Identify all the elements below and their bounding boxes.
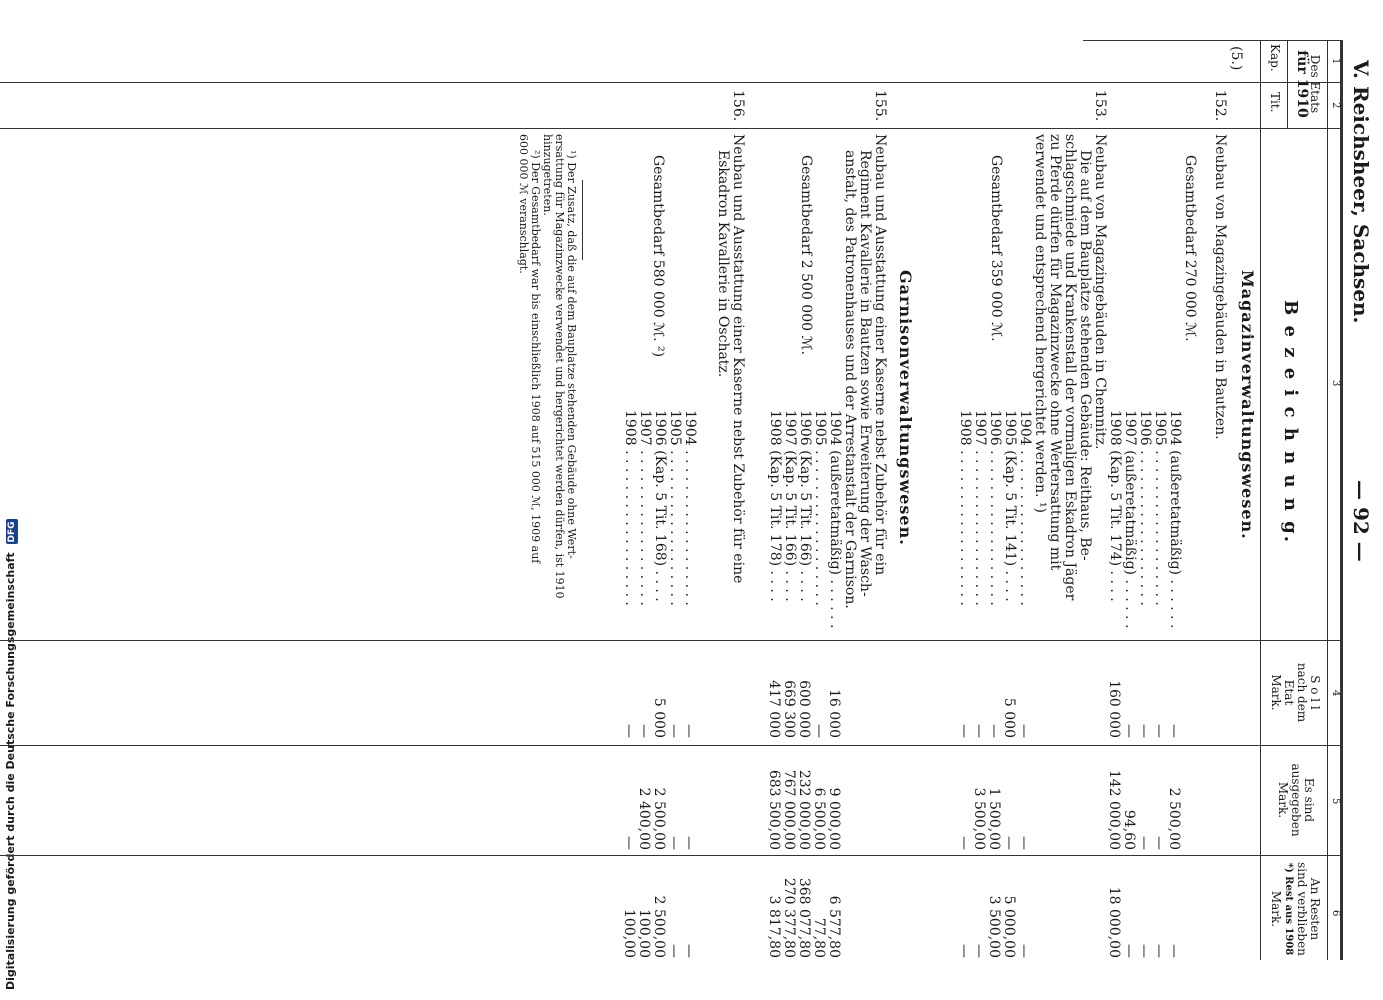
cell-aus: 142 000,00 [1106, 769, 1122, 850]
cell-rest: — [681, 944, 697, 958]
cell-rest: 5 000,00 [1001, 895, 1017, 958]
tit-153: 153. [1092, 90, 1108, 122]
year-label: 1907 (außeretatmäßig) . . . . . . [1122, 410, 1138, 629]
cell-soll: 669 300 [781, 680, 797, 738]
cell-soll: 600 000 [796, 680, 812, 738]
col-aus-rest-divider [0, 855, 1343, 856]
entry-156-line1: Neubau und Ausstattung einer Kaserne nebst Zubehör für eine [730, 134, 746, 584]
cell-soll: 5 000 [1001, 697, 1017, 738]
cell-rest: — [956, 944, 972, 958]
year-label: 1907 . . . . . . . . . . . . . . . . . . [972, 410, 988, 606]
cell-rest: — [971, 944, 987, 958]
cell-aus: — [956, 836, 972, 850]
col3-header: B e z e i c h n u n g. [1280, 300, 1301, 545]
tit-155: 155. [872, 90, 888, 122]
cell-soll: 160 000 [1106, 680, 1122, 738]
colnum-5: 5 [1330, 798, 1341, 805]
cell-rest: 6 577,80 [826, 895, 842, 958]
cell-aus: — [1151, 836, 1167, 850]
cell-rest: 368 077,80 [796, 877, 812, 958]
cell-soll: — [1136, 724, 1152, 738]
year-label: 1908 (Kap. 5 Tit. 174) . . . . [1107, 410, 1123, 602]
section-header: V. Reichsheer, Sachsen. [1349, 60, 1373, 324]
entry-156-line2: Eskadron Kavallerie in Oschatz. [715, 150, 731, 378]
year-label: 1904 . . . . . . . . . . . . . . . . . . [1017, 410, 1033, 606]
section-title-garnison: Garnisonverwaltungswesen. [896, 270, 915, 546]
year-label: 1908 . . . . . . . . . . . . . . . . . . [622, 410, 638, 606]
col5-line1: Es sind [1302, 777, 1316, 823]
col5-line2: ausgegeben [1289, 763, 1303, 837]
col6-line2: sind verblieben [1295, 862, 1309, 956]
col-kap-tit-divider [0, 82, 1343, 83]
cell-rest: 2 500,00 [651, 895, 667, 958]
page-number: — 92 — [1349, 480, 1373, 562]
cell-rest: — [1121, 944, 1137, 958]
footnote-1-line1: ¹) Der Zusatz, daß die auf dem Bauplatze stehenden Gebäude ohne Wert- [565, 150, 578, 559]
col6-line3: *) Rest aus 1908 [1283, 862, 1294, 956]
tit-156: 156. [730, 90, 746, 122]
footnote-2-line2: 600 000 ℳ veranschlagt. [517, 134, 530, 274]
cell-soll: — [666, 724, 682, 738]
cell-soll: 16 000 [826, 689, 842, 738]
dfg-logo: DFG [7, 521, 17, 543]
col4-line1: S o l l [1308, 675, 1322, 710]
kap-number: (5.) [1228, 46, 1244, 71]
cell-aus: — [621, 836, 637, 850]
entry-156-total: Gesamtbedarf 580 000 ℳ. ²) [650, 155, 666, 358]
header-bottom-rule [1260, 40, 1261, 960]
cell-soll: — [1166, 724, 1182, 738]
entry-152-text: Neubau von Magazingebäuden in Bautzen. [1212, 134, 1228, 440]
footnote-2-line1: ²) Der Gesamtbedarf war bis einschließlich 1908 auf 515 000 ℳ, 1909 auf [529, 150, 542, 564]
cell-aus: 3 500,00 [971, 787, 987, 850]
cell-aus: — [1001, 836, 1017, 850]
cell-rest: 100,00 [621, 909, 637, 958]
cell-soll: 417 000 [766, 680, 782, 738]
cell-aus: 1 500,00 [986, 787, 1002, 850]
cell-soll: — [1121, 724, 1137, 738]
table-top-rule [1340, 40, 1343, 960]
column-number-rule [1327, 40, 1328, 960]
colnum-1: 1 [1330, 58, 1341, 65]
col1-header [1295, 42, 1321, 126]
cell-aus: 2 500,00 [651, 787, 667, 850]
year-label: 1906 . . . . . . . . . . . . . . . . . . [1137, 410, 1153, 606]
cell-aus: 6 500,00 [811, 787, 827, 850]
col4-header [1269, 645, 1321, 740]
cell-rest: 77,80 [811, 917, 827, 958]
year-label: 1905 (Kap. 5 Tit. 141) . . . . [1002, 410, 1018, 602]
year-label: 1906 . . . . . . . . . . . . . . . . . . [987, 410, 1003, 606]
entry-153-total: Gesamtbedarf 359 000 ℳ. [988, 155, 1004, 342]
section-title-magazin: Magazinverwaltungswesen. [1238, 270, 1257, 540]
cell-aus: 9 000,00 [826, 787, 842, 850]
entry-155-line1: Neubau und Ausstattung einer Kaserne nebst Zubehör für ein [872, 134, 888, 576]
colnum-4: 4 [1330, 690, 1341, 697]
cell-aus: 2 500,00 [1166, 787, 1182, 850]
cell-soll: — [811, 724, 827, 738]
credit-text: Digitalisierung gefördert durch die Deutsche Forschungsgemeinschaft [4, 552, 17, 990]
entry-153-line2: Die auf dem Bauplatze stehenden Gebäude: Reithaus, Be- [1077, 150, 1093, 561]
colnum-6: 6 [1330, 910, 1341, 917]
cell-soll: — [1016, 724, 1032, 738]
entry-153-line1: Neubau von Magazingebäuden in Chemnitz. [1092, 134, 1108, 450]
footnote-rule [582, 180, 583, 260]
cell-soll: — [681, 724, 697, 738]
colnum-2: 2 [1330, 102, 1341, 109]
cell-rest: — [1151, 944, 1167, 958]
cell-rest: — [1016, 944, 1032, 958]
col-soll-aus-divider [0, 745, 1343, 746]
cell-aus: 2 400,00 [636, 787, 652, 850]
cell-rest: 270 377,80 [781, 877, 797, 958]
entry-155-line3: anstalt, des Patronenhauses und der Arrestanstalt der Garnison. [842, 150, 858, 609]
col6-header [1269, 858, 1321, 960]
cell-rest: — [1136, 944, 1152, 958]
year-label: 1906 (Kap. 5 Tit. 166) . . . . [797, 410, 813, 602]
col-tit-text-divider [0, 128, 1343, 129]
cell-aus: — [681, 836, 697, 850]
cell-soll: — [621, 724, 637, 738]
cell-aus: 94,60 [1121, 809, 1137, 850]
cell-rest: — [666, 944, 682, 958]
cell-soll: — [986, 724, 1002, 738]
col5-header [1276, 750, 1315, 850]
cell-soll: — [971, 724, 987, 738]
col-tit-label: Tit. [1268, 92, 1282, 113]
cell-rest: — [1166, 944, 1182, 958]
cell-aus: 767 000,00 [781, 769, 797, 850]
footnote-1-line3: hinzugetreten. [541, 134, 554, 216]
year-label: 1907 (Kap. 5 Tit. 166) . . . . [782, 410, 798, 602]
cell-soll: — [636, 724, 652, 738]
col6-line4: Mark. [1269, 890, 1283, 928]
cell-aus: — [1136, 836, 1152, 850]
col-kap-left [1083, 40, 1343, 41]
cell-aus: 683 500,00 [766, 769, 782, 850]
cell-aus: — [666, 836, 682, 850]
year-label: 1905 . . . . . . . . . . . . . . . . . . [667, 410, 683, 606]
cell-soll: — [956, 724, 972, 738]
cell-rest: 18 000,00 [1106, 886, 1122, 958]
cell-aus: — [1016, 836, 1032, 850]
year-label: 1906 (Kap. 5 Tit. 168) . . . . [652, 410, 668, 602]
year-label: 1904 (außeretatmäßig) . . . . . . [827, 410, 843, 629]
col4-line3: Etat [1282, 679, 1296, 706]
entry-155-line2: Regiment Kavallerie in Bautzen sowie Erweiterung der Wasch- [857, 150, 873, 597]
col5-line3: Mark. [1276, 781, 1290, 819]
year-label: 1905 . . . . . . . . . . . . . . . . . . [812, 410, 828, 606]
col6-line1: An Resten [1308, 877, 1322, 941]
entry-153-line5: verwendet und entsprechend hergerichtet werden. ¹) [1032, 134, 1048, 514]
cell-rest: 3 817,80 [766, 895, 782, 958]
entry-153-line3: schlagschmiede und Krankenstall der vormaligen Eskadron Jäger [1062, 134, 1078, 601]
year-label: 1905 . . . . . . . . . . . . . . . . . . [1152, 410, 1168, 606]
cell-rest: 3 500,00 [986, 895, 1002, 958]
col4-line4: Mark. [1269, 674, 1283, 711]
cell-rest: 100,00 [636, 909, 652, 958]
col1-line2: für 1910 [1294, 50, 1310, 118]
tit-152: 152. [1212, 90, 1228, 122]
colnum-3: 3 [1330, 380, 1341, 387]
cell-soll: 5 000 [651, 697, 667, 738]
year-label: 1908 (Kap. 5 Tit. 178) . . . . [767, 410, 783, 602]
entry-153-line4: zu Pferde dürfen für Magazinzwecke ohne Wertersattung mit [1047, 134, 1063, 571]
year-label: 1904 (außeretatmäßig) . . . . . . [1167, 410, 1183, 629]
year-label: 1907 . . . . . . . . . . . . . . . . . . [637, 410, 653, 606]
col1-line1: Des Etats [1308, 54, 1322, 114]
cell-aus: 232 000,00 [796, 769, 812, 850]
year-label: 1908 . . . . . . . . . . . . . . . . . . [957, 410, 973, 606]
footnote-1-line2: ersattung für Magazinzwecke verwendet und hergerichtet werden dürfen, ist 1910 [553, 134, 566, 599]
entry-155-total: Gesamtbedarf 2 500 000 ℳ. [798, 155, 814, 355]
col-kap-label: Kap. [1268, 44, 1282, 72]
col-text-soll-divider [0, 640, 1343, 641]
col4-line2: nach dem [1295, 662, 1309, 723]
entry-152-total: Gesamtbedarf 270 000 ℳ. [1182, 155, 1198, 342]
col1-inner-rule [1287, 40, 1288, 128]
year-label: 1904 . . . . . . . . . . . . . . . . . . [682, 410, 698, 606]
cell-soll: — [1151, 724, 1167, 738]
